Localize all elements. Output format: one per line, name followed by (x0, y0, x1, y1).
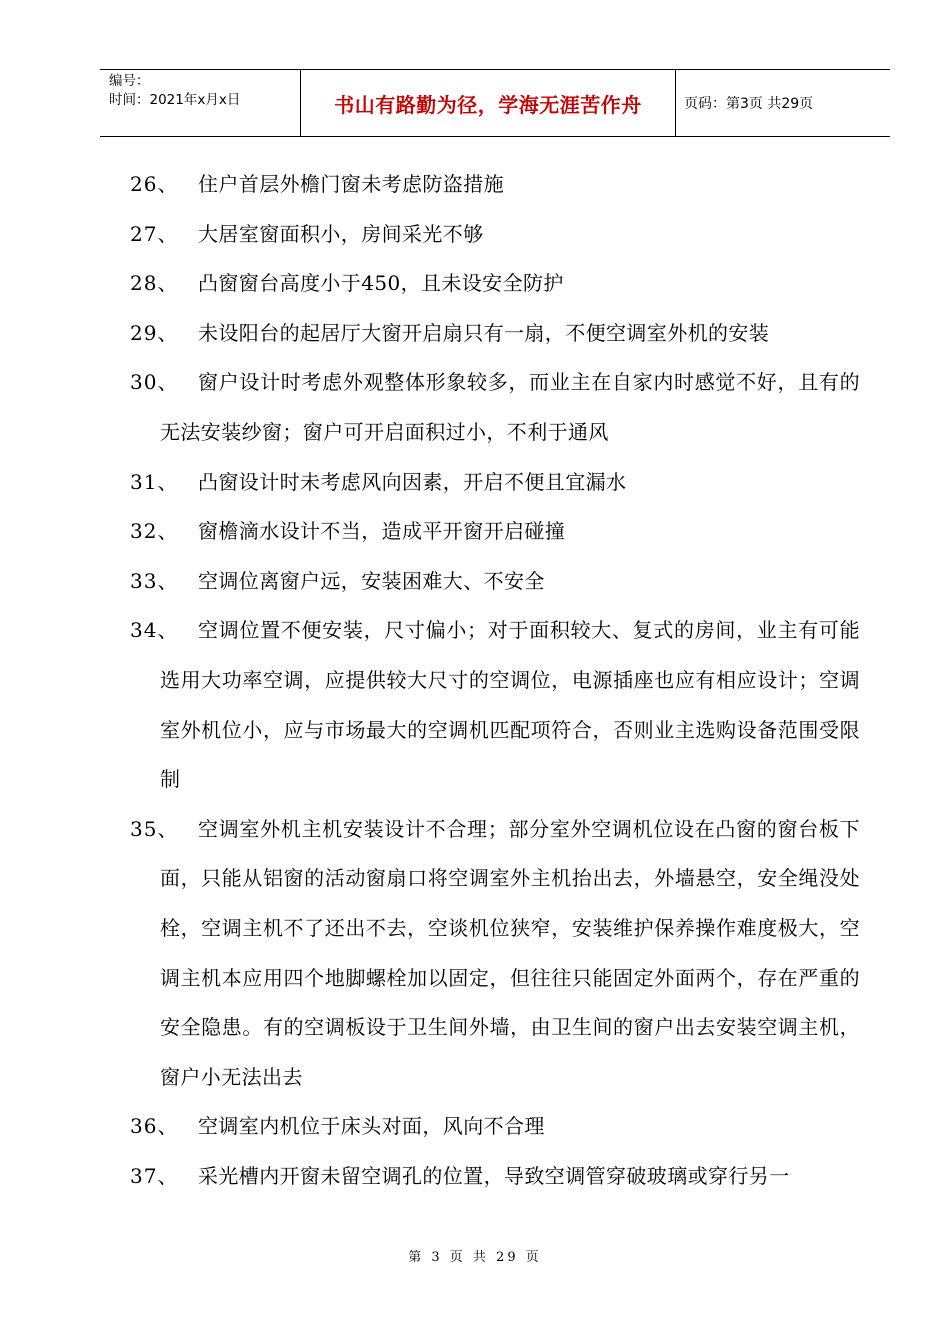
list-item (0, 507, 950, 557)
item-text: 大居室窗面积小，房间采光不够 (198, 221, 484, 246)
item-number: 37、 (130, 1163, 179, 1188)
item-text: 凸窗设计时未考虑风向因素，开启不便且宜漏水 (198, 469, 627, 494)
list-item (0, 458, 950, 508)
header-motto: 书山有路勤为径，学海无涯苦作舟 (301, 70, 676, 136)
item-text: 采光槽内开窗未留空调孔的位置，导致空调管穿破玻璃或穿行另一 (198, 1163, 790, 1188)
header-page-number: 页码：第3页 共29页 (684, 96, 814, 112)
item-number: 32、 (130, 519, 179, 544)
list-item (0, 160, 950, 210)
item-number: 29、 (130, 320, 179, 345)
list-item (0, 606, 950, 804)
document-body (0, 160, 950, 1201)
item-number: 35、 (130, 816, 179, 841)
list-item (0, 358, 950, 457)
document-number: 编号： (109, 73, 150, 89)
list-item (0, 557, 950, 607)
item-number: 31、 (130, 469, 179, 494)
list-item (0, 805, 950, 1103)
item-text: 住户首层外檐门窗未考虑防盗措施 (198, 172, 504, 196)
list-item (0, 259, 950, 309)
item-number: 30、 (130, 370, 179, 395)
header-meta (100, 70, 301, 136)
item-text: 空调位置不便安装，尺寸偏小；对于面积较大、复式的房间，业主有可能选用大功率空调，应提供较大尺寸的空调位，电源插座也应有相应设计；空调室外机位小，应与市场最大的空调机匹配项符合，否则业主选购设备范围受限制 (160, 618, 860, 792)
item-text: 空调室内机位于床头对面，风向不合理 (198, 1114, 545, 1139)
list-item (0, 309, 950, 359)
page-footer: 第 3 页 共 29 页 (408, 1250, 542, 1265)
page-header (100, 69, 890, 137)
document-time: 时间：2021年x月x日 (109, 92, 241, 108)
item-number: 28、 (130, 271, 179, 296)
item-text: 凸窗窗台高度小于450，且未设安全防护 (198, 271, 564, 296)
item-number: 33、 (130, 568, 179, 593)
item-number: 27、 (130, 221, 179, 246)
item-text: 窗户设计时考虑外观整体形象较多，而业主在自家内时感觉不好，且有的无法安装纱窗；窗户可开启面积过小，不利于通风 (160, 370, 860, 444)
list-item (0, 210, 950, 260)
item-text: 窗檐滴水设计不当，造成平开窗开启碰撞 (198, 519, 566, 544)
list-item (0, 1102, 950, 1152)
item-text: 未设阳台的起居厅大窗开启扇只有一扇，不便空调室外机的安装 (198, 320, 770, 345)
item-number: 36、 (130, 1114, 179, 1139)
item-number: 26、 (130, 172, 179, 196)
item-text: 空调位离窗户远，安装困难大、不安全 (198, 568, 545, 593)
item-text: 空调室外机主机安装设计不合理；部分室外空调机位设在凸窗的窗台板下面，只能从铝窗的活动窗扇口将空调室外主机抬出去，外墙悬空，安全绳没处栓，空调主机不了还出不去，空谈机位狭窄，安装维护保养操作难度极大，空调主机本应用四个地脚螺栓加以固定，但往往只能固定外面两个，存在严重的安全隐患。有的空调板设于卫生间外墙，由卫生间的窗户出去安装空调主机，窗户小无法出去 (160, 816, 860, 1089)
item-number: 34、 (130, 618, 179, 643)
list-item (0, 1152, 950, 1202)
